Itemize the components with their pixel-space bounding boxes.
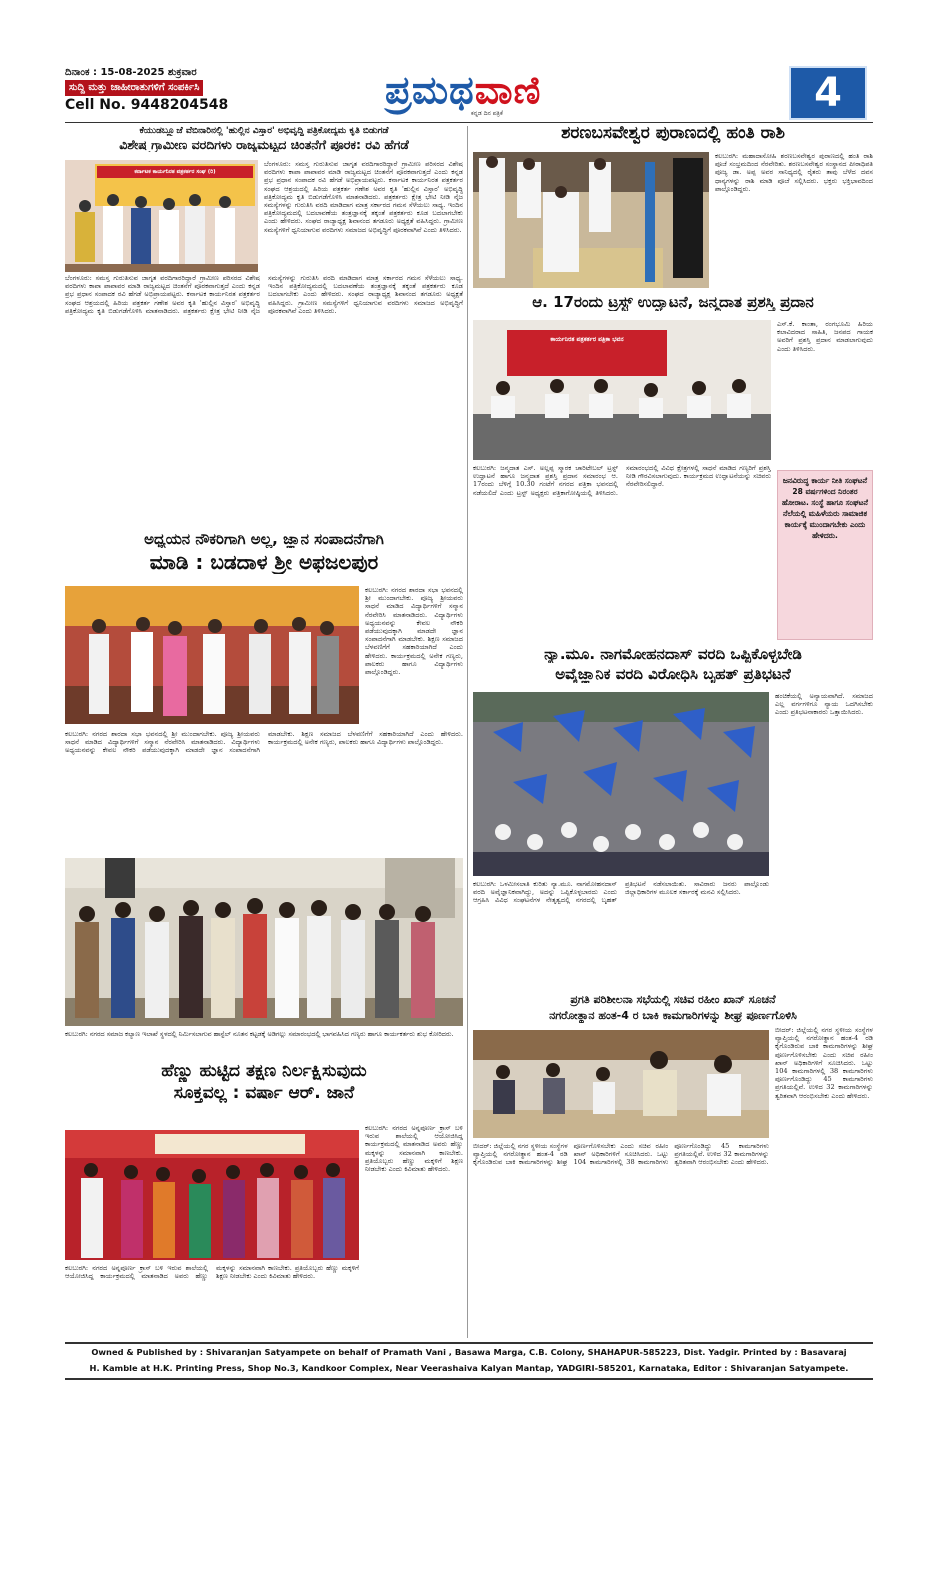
- date-label: ದಿನಾಂಕ : 15-08-2025 ಶುಕ್ರವಾರ: [65, 67, 197, 78]
- column-divider: [467, 126, 468, 1338]
- right-side-3: ಹಂಚಿಕೆಯಲ್ಲಿ ಅನ್ಯಾಯವಾಗಿದೆ. ಸಮಾಜದ ಎಲ್ಲ ವರ್ಗಗಳಿಗೂ ನ್ಯಾಯ ಒದಗಿಸಬೇಕು ಎಂದು ಪ್ರತಿಭಟನಾಕಾರರು ಒತ್ತಾಯಿಸಿದರು.: [775, 692, 873, 717]
- right-headline-1: ಶರಣಬಸವೇಶ್ವರ ಪುರಾಣದಲ್ಲಿ ಹಂತಿ ರಾಶಿ: [561, 124, 785, 143]
- imprint-footer: [65, 1342, 873, 1380]
- left-body-3b: ಕಲಬುರಗಿ: ನಗರದ ಅನ್ನಪೂರ್ಣ ಕ್ರಾಸ್ ಬಳಿ ಇರುವ ಶಾಲೆಯಲ್ಲಿ ಆಯೋಜಿಸಿದ್ದ ಕಾರ್ಯಕ್ರಮದಲ್ಲಿ ಮಾತನಾಡಿದ ಅವರು ಹೆಣ್ಣು ಮಕ್ಕಳನ್ನು ಸಮಾನವಾಗಿ ಕಾಣಬೇಕು. ಪ್ರತಿಯೊಬ್ಬರು ಹೆಣ್ಣು ಮಕ್ಕಳಿಗೆ ಶಿಕ್ಷಣ ನೀಡಬೇಕು ಎಂದು ಕಿವಿಮಾತು ಹೇಳಿದರು.: [65, 1264, 359, 1281]
- right-body-4b: ಬೀದರ್: ಜಿಲ್ಲೆಯಲ್ಲಿ ನಗರ ಸ್ಥಳೀಯ ಸಂಸ್ಥೆಗಳ ವ್ಯಾಪ್ತಿಯಲ್ಲಿ ನಗರೋತ್ಥಾನ ಹಂತ-4 ರಡಿ ಕೈಗೊಂಡಿರುವ ಬಾಕಿ ಕಾಮಗಾರಿಗಳನ್ನು ಶೀಘ್ರ ಪೂರ್ಣಗೊಳಿಸಬೇಕು ಎಂದು ಸಚಿವ ರಹೀಂ ಖಾನ್ ಅಧಿಕಾರಿಗಳಿಗೆ ಸೂಚಿಸಿದರು. ಒಟ್ಟು 104 ಕಾಮಗಾರಿಗಳಲ್ಲಿ 38 ಕಾಮಗಾರಿಗಳು ಪೂರ್ಣಗೊಂಡಿದ್ದು 45 ಕಾಮಗಾರಿಗಳು ಪ್ರಗತಿಯಲ್ಲಿವೆ. ಉಳಿದ 32 ಕಾಮಗಾರಿಗಳನ್ನು ತ್ವರಿತವಾಗಿ ಆರಂಭಿಸಬೇಕು ಎಂದು ಹೇಳಿದರು.: [473, 1142, 769, 1167]
- photo-book-release: [65, 160, 258, 272]
- right-headline-4-line-1: ಪ್ರಗತಿ ಪರಿಶೀಲನಾ ಸಭೆಯಲ್ಲಿ ಸಚಿವ ರಹೀಂ ಖಾನ್ ಸೂಚನೆ: [570, 994, 776, 1006]
- news-contact-tag: ಸುದ್ದಿ ಮತ್ತು ಜಾಹೀರಾತುಗಳಿಗೆ ಸಂಪರ್ಕಿಸಿ: [65, 80, 203, 96]
- page-number: 4: [789, 66, 867, 120]
- logo-tagline: ಕನ್ನಡ ದಿನ ಪತ್ರಿಕೆ: [471, 110, 503, 117]
- photo-group-event: [65, 858, 463, 1026]
- left-headline-2-line-1: ಅಧ್ಯಯನ ನೌಕರಿಗಾಗಿ ಅಲ್ಲ, ಜ್ಞಾನ ಸಂಪಾದನೆಗಾಗಿ: [144, 531, 384, 548]
- masthead: [65, 64, 873, 120]
- right-headline-3-line-1: ನ್ಯಾ.ಮೂ. ನಾಗಮೋಹನದಾಸ್ ವರದಿ ಒಪ್ಪಿಕೊಳ್ಳಬೇಡಿ: [544, 646, 802, 663]
- left-headline-3-line-1: ಹೆಣ್ಣು ಹುಟ್ಟಿದ ತಕ್ಷಣ ನಿರ್ಲಕ್ಷಿಸುವುದು: [161, 1062, 367, 1081]
- right-body-3: ಕಲಬುರಗಿ: ಒಳಮೀಸಲಾತಿ ಕುರಿತು ನ್ಯಾ.ಮೂ. ನಾಗಮೋಹನದಾಸ್ ವರದಿ ಅವೈಜ್ಞಾನಿಕವಾಗಿದ್ದು, ಅದನ್ನು ಒಪ್ಪಿಕೊಳ್ಳಬಾರದು ಎಂದು ಆಗ್ರಹಿಸಿ ವಿವಿಧ ಸಂಘಟನೆಗಳ ನೇತೃತ್ವದಲ್ಲಿ ನಗರದಲ್ಲಿ ಬೃಹತ್ ಪ್ರತಿಭಟನೆ ನಡೆಸಲಾಯಿತು. ಸಾವಿರಾರು ಜನರು ಪಾಲ್ಗೊಂಡು ಜಿಲ್ಲಾಧಿಕಾರಿಗಳ ಮೂಲಕ ಸರ್ಕಾರಕ್ಕೆ ಮನವಿ ಸಲ್ಲಿಸಿದರು.: [473, 880, 769, 905]
- right-headline-2: ಆ. 17ರಂದು ಟ್ರಸ್ಟ್ ಉದ್ಘಾಟನೆ, ಜನ್ಮದಾತ ಪ್ರಶಸ್ತಿ ಪ್ರದಾನ: [532, 294, 814, 311]
- photo-education-event: [65, 586, 359, 724]
- right-body-4a: ಬೀದರ್: ಜಿಲ್ಲೆಯಲ್ಲಿ ನಗರ ಸ್ಥಳೀಯ ಸಂಸ್ಥೆಗಳ ವ್ಯಾಪ್ತಿಯಲ್ಲಿ ನಗರೋತ್ಥಾನ ಹಂತ-4 ರಡಿ ಕೈಗೊಂಡಿರುವ ಬಾಕಿ ಕಾಮಗಾರಿಗಳನ್ನು ಶೀಘ್ರ ಪೂರ್ಣಗೊಳಿಸಬೇಕು ಎಂದು ಸಚಿವ ರಹೀಂ ಖಾನ್ ಅಧಿಕಾರಿಗಳಿಗೆ ಸೂಚಿಸಿದರು. ಒಟ್ಟು 104 ಕಾಮಗಾರಿಗಳಲ್ಲಿ 38 ಕಾಮಗಾರಿಗಳು ಪೂರ್ಣಗೊಂಡಿದ್ದು 45 ಕಾಮಗಾರಿಗಳು ಪ್ರಗತಿಯಲ್ಲಿವೆ. ಉಳಿದ 32 ಕಾಮಗಾರಿಗಳನ್ನು ತ್ವರಿತವಾಗಿ ಆರಂಭಿಸಬೇಕು ಎಂದು ಹೇಳಿದರು.: [775, 1026, 873, 1100]
- photo-grain-pooja: [473, 152, 709, 288]
- left-headline-3-line-2: ಸೂಕ್ತವಲ್ಲ : ವರ್ಷಾ ಆರ್. ಜಾನೆ: [173, 1084, 355, 1103]
- left-caption-3: ಕಲಬುರಗಿ: ನಗರದ ಸಮಾಜ ಕಲ್ಯಾಣ ಇಲಾಖೆ ಸ್ಥಳದಲ್ಲಿ ನಿರ್ಮಿಸಲಾಗುವ ಹಾಸ್ಟೆಲ್ ನೂತನ ಕಟ್ಟಡಕ್ಕೆ ಅಡಿಗಲ್ಲು ಸಮಾರಂಭದಲ್ಲಿ ಭಾಗವಹಿಸಿದ ಗಣ್ಯರು ಹಾಗೂ ಕಾರ್ಯಕರ್ತರು ಶುಭ ಕೋರಿದರು.: [65, 1030, 454, 1038]
- cell-number: Cell No. 9448204548: [65, 97, 229, 113]
- right-headline-4-line-2: ನಗರೋತ್ಥಾನ ಹಂತ-4 ರ ಬಾಕಿ ಕಾಮಗಾರಿಗಳನ್ನು ಶೀಘ್ರ ಪೂರ್ಣಗೊಳಿಸಿ: [549, 1010, 797, 1022]
- pink-note-box: ಜನವಿರುದ್ಧ ಕಾರ್ಯ ನೀತಿ ಸಂಘಟನೆ 28 ವರ್ಷಗಳಿಂದ ನಿರಂತರ ಹೋರಾಟ. ಸಂಸ್ಥೆ ಹಾಗೂ ಸಂಘಟನೆ ನೆಲೆಯಲ್ಲಿ ಮಹಿಳೆಯರು ಸಾಮಾಜಿಕ ಕಾರ್ಯಕ್ಕೆ ಮುಂದಾಗಬೇಕು ಎಂದು ಹೇಳಿದರು.: [777, 470, 873, 640]
- masthead-rule: [65, 122, 873, 123]
- imprint-line-1: Owned & Published by : Shivaranjan Satyampete on behalf of Pramath Vani , Basawa Marga, C.B. Colony, SHAHAPUR-585223, Dist. Yadgir. Printed by : Basavaraj: [91, 1347, 847, 1357]
- right-body-1: ಕಲಬುರಗಿ: ಮಹಾದಾಸೋಹಿ ಶರಣಬಸವೇಶ್ವರ ಪುರಾಣದಲ್ಲಿ ಹಂತಿ ರಾಶಿ ಪೂಜೆ ಸಂಭ್ರಮದಿಂದ ನೆರವೇರಿತು. ಶರಣಬಸವೇಶ್ವರ ಸಂಸ್ಥಾನದ ಪೀಠಾಧಿಪತಿ ಪೂಜ್ಯ ಡಾ. ಅಪ್ಪ ಅವರ ಸಾನಿಧ್ಯದಲ್ಲಿ ರೈತರು ತಾವು ಬೆಳೆದ ದವಸ ಧಾನ್ಯಗಳನ್ನು ರಾಶಿ ಮಾಡಿ ಪೂಜೆ ಸಲ್ಲಿಸಿದರು. ಭಕ್ತರು ಭಕ್ತಿಭಾವದಿಂದ ಪಾಲ್ಗೊಂಡಿದ್ದರು.: [715, 152, 873, 193]
- newspaper-page: [65, 64, 873, 1380]
- right-body-2: ಕಲಬುರಗಿ: ಜನ್ಮದಾತ ಎಸ್. ಅಲ್ಲಪ್ಪ ಸ್ಮಾರಕ ಚಾರಿಟೇಬಲ್ ಟ್ರಸ್ಟ್ ಉದ್ಘಾಟನೆ ಹಾಗೂ ಜನ್ಮದಾತ ಪ್ರಶಸ್ತಿ ಪ್ರದಾನ ಸಮಾರಂಭ ಆ. 17ರಂದು ಬೆಳಿಗ್ಗೆ 10.30 ಗಂಟೆಗೆ ನಗರದ ಪತ್ರಿಕಾ ಭವನದಲ್ಲಿ ನಡೆಯಲಿದೆ ಎಂದು ಟ್ರಸ್ಟ್ ಅಧ್ಯಕ್ಷರು ಪತ್ರಿಕಾಗೋಷ್ಠಿಯಲ್ಲಿ ತಿಳಿಸಿದರು. ಸಮಾರಂಭದಲ್ಲಿ ವಿವಿಧ ಕ್ಷೇತ್ರಗಳಲ್ಲಿ ಸಾಧನೆ ಮಾಡಿದ ಗಣ್ಯರಿಗೆ ಪ್ರಶಸ್ತಿ ನೀಡಿ ಗೌರವಿಸಲಾಗುವುದು. ಕಾರ್ಯಕ್ರಮದ ಉದ್ಘಾಟನೆಯನ್ನು ಸಚಿವರು ನೆರವೇರಿಸಲಿದ್ದಾರೆ.: [473, 464, 771, 497]
- logo-part-2: ವಾಣಿ: [474, 68, 542, 112]
- left-body-1b: ಬೆಂಗಳೂರು: ಸಮಸ್ತ ಗುರುತಿಸುವ ಜಾಗೃತ ವರದಿಗಾರರಿದ್ದಾರೆ ಗ್ರಾಮೀಣ ಪರಿಸರದ ವಿಶೇಷ ವರದಿಗಳು ಕಾಪಾ ಪಾಪಾವರ ಮಾಡಿ ರಾಜ್ಯಮಟ್ಟದ ಚಿಂತನೆಗೆ ಪೂರಕವಾಗುತ್ತದೆ ಎಂದು ಕನ್ನಡ ಪ್ರಭ ಪ್ರಧಾನ ಸಂಪಾದಕ ರವಿ ಹೆಗಡೆ ಅಭಿಪ್ರಾಯಪಟ್ಟರು. ಕರ್ನಾಟಕ ಕಾರ್ಯನಿರತ ಪತ್ರಕರ್ತರ ಸಂಘದ ಆಶ್ರಯದಲ್ಲಿ ಹಿರಿಯ ಪತ್ರಕರ್ತ ಗಣೇಶ ಅವರ ಕೃತಿ 'ಹುಲ್ಲಿನ ವಿಸ್ತಾರ' ಅಭಿವೃದ್ಧಿ ಪತ್ರಿಕೋದ್ಯಮ ಕೃತಿ ಬಿಡುಗಡೆಗೊಳಿಸಿ ಮಾತನಾಡಿದರು. ಪತ್ರಕರ್ತರು ಕ್ಷೇತ್ರ ಭೇಟಿ ನೀಡಿ ನೈಜ ಸಮಸ್ಯೆಗಳನ್ನು ಗುರುತಿಸಿ ವರದಿ ಮಾಡಿದಾಗ ಮಾತ್ರ ಸರ್ಕಾರದ ಗಮನ ಸೆಳೆಯಲು ಸಾಧ್ಯ. ಇಂದಿನ ಪತ್ರಿಕೋದ್ಯಮದಲ್ಲಿ ಬದಲಾವಣೆಯ ತಂತ್ರಜ್ಞಾನಕ್ಕೆ ತಕ್ಕಂತೆ ಪತ್ರಕರ್ತರು ಕೂಡ ಬದಲಾಗಬೇಕು ಎಂದು ಹೇಳಿದರು. ಸಂಘದ ರಾಜ್ಯಾಧ್ಯಕ್ಷ ಶಿವಾನಂದ ತಗಡೂರು ಅಧ್ಯಕ್ಷತೆ ವಹಿಸಿದ್ದರು. ಗ್ರಾಮೀಣ ಸಮಸ್ಯೆಗಳಿಗೆ ಧ್ವನಿಯಾಗುವ ವರದಿಗಳು ಸಮಾಜದ ಅಭಿವೃದ್ಧಿಗೆ ಪೂರಕವಾಗಿವೆ ಎಂದು ತಿಳಿಸಿದರು.: [65, 274, 463, 315]
- left-body-3a: ಕಲಬುರಗಿ: ನಗರದ ಅನ್ನಪೂರ್ಣ ಕ್ರಾಸ್ ಬಳಿ ಇರುವ ಶಾಲೆಯಲ್ಲಿ ಆಯೋಜಿಸಿದ್ದ ಕಾರ್ಯಕ್ರಮದಲ್ಲಿ ಮಾತನಾಡಿದ ಅವರು ಹೆಣ್ಣು ಮಕ್ಕಳನ್ನು ಸಮಾನವಾಗಿ ಕಾಣಬೇಕು. ಪ್ರತಿಯೊಬ್ಬರು ಹೆಣ್ಣು ಮಕ್ಕಳಿಗೆ ಶಿಕ್ಷಣ ನೀಡಬೇಕು ಎಂದು ಕಿವಿಮಾತು ಹೇಳಿದರು.: [365, 1124, 463, 1174]
- left-body-2a: ಕಲಬುರಗಿ: ನಗರದ ಶಾರದಾ ಸಭಾ ಭವನದಲ್ಲಿ ಶ್ರೀ ಮುಂದಾಗಬೇಕು. ಪೂಜ್ಯ ಶ್ರೀಯವರು ಸಾಧನೆ ಮಾಡಿದ ವಿದ್ಯಾರ್ಥಿಗಳಿಗೆ ಸನ್ಮಾನ ನೆರವೇರಿಸಿ ಮಾತನಾಡಿದರು. ವಿದ್ಯಾರ್ಥಿಗಳು ಅಧ್ಯಯನವನ್ನು ಕೇವಲ ನೌಕರಿ ಪಡೆಯುವುದಕ್ಕಾಗಿ ಮಾಡದೇ ಜ್ಞಾನ ಸಂಪಾದನೆಗಾಗಿ ಮಾಡಬೇಕು. ಶಿಕ್ಷಣ ಸಮಾಜದ ಬೆಳವಣಿಗೆಗೆ ಸಹಕಾರಿಯಾಗಿದೆ ಎಂದು ಹೇಳಿದರು. ಕಾರ್ಯಕ್ರಮದಲ್ಲಿ ಅನೇಕ ಗಣ್ಯರು, ಪಾಲಕರು ಹಾಗೂ ವಿದ್ಯಾರ್ಥಿಗಳು ಪಾಲ್ಗೊಂಡಿದ್ದರು.: [365, 586, 463, 677]
- press-banner-text: ಕಾರ್ಯನಿರತ ಪತ್ರಕರ್ತರ ಪತ್ರಿಕಾ ಭವನ: [550, 336, 624, 343]
- photo-protest-rally: [473, 692, 769, 876]
- newspaper-logo: [385, 68, 542, 117]
- photo-review-meeting: [473, 1030, 769, 1138]
- photo-press-meet: [473, 320, 771, 460]
- union-banner-text: ಕರ್ನಾಟಕ ಕಾರ್ಯನಿರತ ಪತ್ರಕರ್ತರ ಸಂಘ (ರಿ): [134, 169, 216, 175]
- imprint-line-2: H. Kamble at H.K. Printing Press, Shop No.3, Kandkoor Complex, Near Veerashaiva Kalyan Mantap, YADGIRI-585201, Karnataka, Editor : Shivaranjan Satyampete.: [89, 1363, 849, 1373]
- left-headline-2-line-2: ಮಾಡಿ : ಬಡದಾಳ ಶ್ರೀ ಅಫಜಲಪುರ: [149, 551, 379, 574]
- left-body-1a: ಬೆಂಗಳೂರು: ಸಮಸ್ತ ಗುರುತಿಸುವ ಜಾಗೃತ ವರದಿಗಾರರಿದ್ದಾರೆ ಗ್ರಾಮೀಣ ಪರಿಸರದ ವಿಶೇಷ ವರದಿಗಳು ಕಾಪಾ ಪಾಪಾವರ ಮಾಡಿ ರಾಜ್ಯಮಟ್ಟದ ಚಿಂತನೆಗೆ ಪೂರಕವಾಗುತ್ತದೆ ಎಂದು ಕನ್ನಡ ಪ್ರಭ ಪ್ರಧಾನ ಸಂಪಾದಕ ರವಿ ಹೆಗಡೆ ಅಭಿಪ್ರಾಯಪಟ್ಟರು. ಕರ್ನಾಟಕ ಕಾರ್ಯನಿರತ ಪತ್ರಕರ್ತರ ಸಂಘದ ಆಶ್ರಯದಲ್ಲಿ ಹಿರಿಯ ಪತ್ರಕರ್ತ ಗಣೇಶ ಅವರ ಕೃತಿ 'ಹುಲ್ಲಿನ ವಿಸ್ತಾರ' ಅಭಿವೃದ್ಧಿ ಪತ್ರಿಕೋದ್ಯಮ ಕೃತಿ ಬಿಡುಗಡೆಗೊಳಿಸಿ ಮಾತನಾಡಿದರು. ಪತ್ರಕರ್ತರು ಕ್ಷೇತ್ರ ಭೇಟಿ ನೀಡಿ ನೈಜ ಸಮಸ್ಯೆಗಳನ್ನು ಗುರುತಿಸಿ ವರದಿ ಮಾಡಿದಾಗ ಮಾತ್ರ ಸರ್ಕಾರದ ಗಮನ ಸೆಳೆಯಲು ಸಾಧ್ಯ. ಇಂದಿನ ಪತ್ರಿಕೋದ್ಯಮದಲ್ಲಿ ಬದಲಾವಣೆಯ ತಂತ್ರಜ್ಞಾನಕ್ಕೆ ತಕ್ಕಂತೆ ಪತ್ರಕರ್ತರು ಕೂಡ ಬದಲಾಗಬೇಕು ಎಂದು ಹೇಳಿದರು. ಸಂಘದ ರಾಜ್ಯಾಧ್ಯಕ್ಷ ಶಿವಾನಂದ ತಗಡೂರು ಅಧ್ಯಕ್ಷತೆ ವಹಿಸಿದ್ದರು. ಗ್ರಾಮೀಣ ಸಮಸ್ಯೆಗಳಿಗೆ ಧ್ವನಿಯಾಗುವ ವರದಿಗಳು ಸಮಾಜದ ಅಭಿವೃದ್ಧಿಗೆ ಪೂರಕವಾಗಿವೆ ಎಂದು ತಿಳಿಸಿದರು.: [264, 160, 463, 234]
- photo-women-event: [65, 1130, 359, 1260]
- right-side-note: ಎಸ್.ಕೆ. ಕಾಂತಾ, ರಂಗಭೂಮಿ ಹಿರಿಯ ಕಲಾವಿದರಾದ ಸಾಹಿತಿ, ಜನಪದ ಗಾಯಕ ಅವರಿಗೆ ಪ್ರಶಸ್ತಿ ಪ್ರದಾನ ಮಾಡಲಾಗುವುದು ಎಂದು ತಿಳಿಸಿದರು.: [777, 320, 873, 353]
- logo-part-1: ಪ್ರಮಥ: [385, 68, 475, 112]
- left-body-2b: ಕಲಬುರಗಿ: ನಗರದ ಶಾರದಾ ಸಭಾ ಭವನದಲ್ಲಿ ಶ್ರೀ ಮುಂದಾಗಬೇಕು. ಪೂಜ್ಯ ಶ್ರೀಯವರು ಸಾಧನೆ ಮಾಡಿದ ವಿದ್ಯಾರ್ಥಿಗಳಿಗೆ ಸನ್ಮಾನ ನೆರವೇರಿಸಿ ಮಾತನಾಡಿದರು. ವಿದ್ಯಾರ್ಥಿಗಳು ಅಧ್ಯಯನವನ್ನು ಕೇವಲ ನೌಕರಿ ಪಡೆಯುವುದಕ್ಕಾಗಿ ಮಾಡದೇ ಜ್ಞಾನ ಸಂಪಾದನೆಗಾಗಿ ಮಾಡಬೇಕು. ಶಿಕ್ಷಣ ಸಮಾಜದ ಬೆಳವಣಿಗೆಗೆ ಸಹಕಾರಿಯಾಗಿದೆ ಎಂದು ಹೇಳಿದರು. ಕಾರ್ಯಕ್ರಮದಲ್ಲಿ ಅನೇಕ ಗಣ್ಯರು, ಪಾಲಕರು ಹಾಗೂ ವಿದ್ಯಾರ್ಥಿಗಳು ಪಾಲ್ಗೊಂಡಿದ್ದರು.: [65, 730, 463, 755]
- masthead-info: [65, 66, 261, 112]
- left-kicker-1: ಕೆಯುಡಬ್ಲ್ಯೂಜೆ ವೆಬಿನಾರಿನಲ್ಲಿ 'ಹುಲ್ಲಿನ ವಿಸ್ತಾರ' ಅಭಿವೃದ್ಧಿ ಪತ್ರಿಕೋದ್ಯಮ ಕೃತಿ ಬಿಡುಗಡೆ: [139, 126, 389, 136]
- left-headline-1: ವಿಶೇಷ ಗ್ರಾಮೀಣ ವರದಿಗಳು ರಾಜ್ಯಮಟ್ಟದ ಚಿಂತನೆಗೆ ಪೂರಕ: ರವಿ ಹೆಗಡೆ: [119, 138, 409, 152]
- right-headline-3-line-2: ಅವೈಜ್ಞಾನಿಕ ವರದಿ ವಿರೋಧಿಸಿ ಬೃಹತ್ ಪ್ರತಿಭಟನೆ: [555, 666, 791, 683]
